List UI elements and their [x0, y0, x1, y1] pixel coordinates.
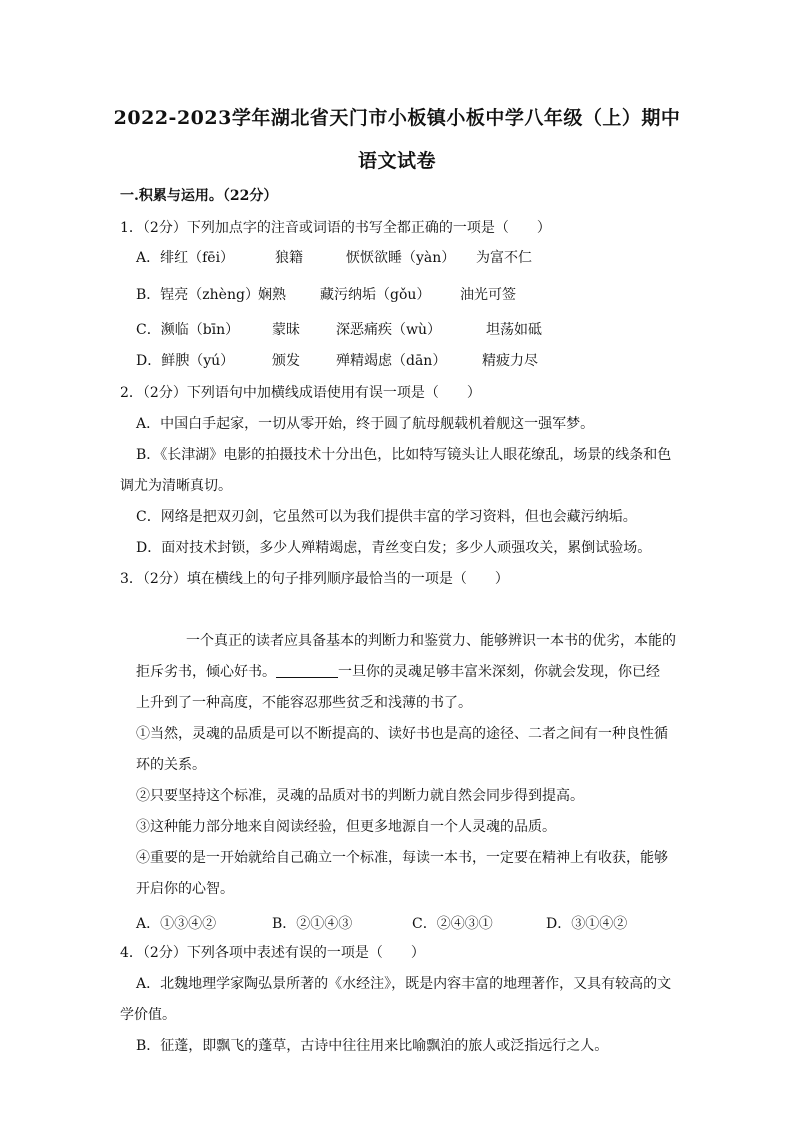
q3-passage-line1: 一个真正的读者应具备基本的判断力和鉴赏力、能够辨识一本书的优劣，本能的: [186, 633, 676, 649]
q1-stem: 1．（2分）下列加点字的注音或词语的书写全都正确的一项是（ ）: [120, 220, 551, 236]
q1-a-item4: 为富不仁: [476, 250, 532, 266]
q2-option-c: C．网络是把双刃剑，它虽然可以为我们提供丰富的学习资料，但也会藏污纳垢。: [136, 509, 637, 525]
q1-d-item2: 颁发: [272, 353, 300, 369]
exam-title-line1: 2022-2023学年湖北省天门市小板镇小板中学八年级（上）期中: [113, 107, 681, 129]
q4-option-a-line1: A．北魏地理学家陶弘景所著的《水经注》，既是内容丰富的地理著作，又具有较高的文: [136, 976, 672, 992]
q1-option-c: [0, 320, 794, 340]
q2-option-d: D．面对技术封锁，多少人殚精竭虑，青丝变白发；多少人顽强攻关，累倒试验场。: [136, 540, 652, 556]
q1-c-item4: 坦荡如砥: [486, 322, 542, 338]
q3-blank: [276, 663, 338, 678]
q3-passage-line3: 上升到了一种高度，不能容忍那些贫乏和浅薄的书了。: [136, 695, 472, 711]
q1-d-item3: 殚精竭虑（dān）: [336, 353, 447, 369]
q3-sentence3: ③这种能力部分地来自阅读经验，但更多地源自一个人灵魂的品质。: [136, 819, 556, 835]
q3-option-d: D．③①④②: [546, 916, 628, 932]
q4-option-b: B．征蓬，即飘飞的蓬草，古诗中往往用来比喻飘泊的旅人或泛指远行之人。: [136, 1038, 609, 1054]
q1-b-item4: 油光可签: [460, 287, 516, 303]
q1-option-b: [0, 285, 794, 305]
q4-stem: 4．（2分）下列各项中表述有误的一项是（ ）: [120, 945, 425, 961]
q3-sentence4-line1: ④重要的是一开始就给自己确立一个标准，每读一本书，一定要在精神上有收获，能够: [136, 850, 668, 866]
q4-option-a-line2: 学价值。: [120, 1007, 176, 1023]
q3-sentence2: ②只要坚持这个标准，灵魂的品质对书的判断力就自然会同步得到提高。: [136, 788, 584, 804]
q2-option-a: A．中国白手起家，一切从零开始，终于圆了航母舰载机着舰这一强军梦。: [136, 416, 595, 432]
q1-option-a: [0, 248, 794, 268]
q1-c-item2: 蒙昧: [272, 322, 300, 338]
q3-option-b: B．②①④③: [272, 916, 353, 932]
q1-d-item4: 精疲力尽: [482, 353, 538, 369]
exam-title-line2: 语文试卷: [357, 150, 436, 172]
q1-option-d: [0, 351, 794, 371]
section-heading: 一.积累与运用。（22分）: [120, 188, 278, 204]
q1-a-item3: 恹恹欲睡（yàn）: [346, 250, 456, 266]
q2-option-b-line1: B．《长津湖》电影的拍摄技术十分出色，比如特写镜头让人眼花缭乱，场景的线条和色: [136, 447, 672, 463]
q1-c-item3: 深恶痛疾（wù）: [336, 322, 441, 338]
q3-sentence1-line1: ①当然，灵魂的品质是可以不断提高的、读好书也是高的途径、二者之间有一种良性循: [136, 726, 668, 742]
q3-options: [0, 914, 794, 934]
q3-passage-line2b: 一旦你的灵魂足够丰富米深刻，你就会发现，你已经: [338, 664, 660, 680]
q3-option-c: C．②④③①: [412, 916, 493, 932]
q2-stem: 2．（2分）下列语句中加横线成语使用有误一项是（ ）: [120, 385, 481, 401]
q3-passage-line2: [136, 662, 660, 682]
q1-b-item3: 藏污纳垢（gǒu）: [320, 287, 431, 303]
q1-a-item1: A．绯红（fēi）: [136, 250, 235, 266]
q1-a-item2: 狼籍: [275, 250, 303, 266]
q1-b-item1: B．锃亮（zhèng）: [136, 287, 259, 303]
q3-stem: 3．（2分）填在横线上的句子排列顺序最恰当的一项是（ ）: [120, 571, 509, 587]
q1-b-item2: 娴熟: [258, 287, 286, 303]
q2-option-b-line2: 调尤为清晰真切。: [120, 478, 232, 494]
q3-sentence4-line2: 开启你的心智。: [136, 881, 234, 897]
q1-c-item1: C．濒临（bīn）: [136, 322, 240, 338]
q3-passage-line2a: 拒斥劣书，倾心好书。: [136, 664, 276, 680]
q1-d-item1: D．鲜腴（yú）: [136, 353, 235, 369]
q3-sentence1-line2: 环的关系。: [136, 757, 206, 773]
q3-option-a: A．①③④②: [136, 916, 217, 932]
